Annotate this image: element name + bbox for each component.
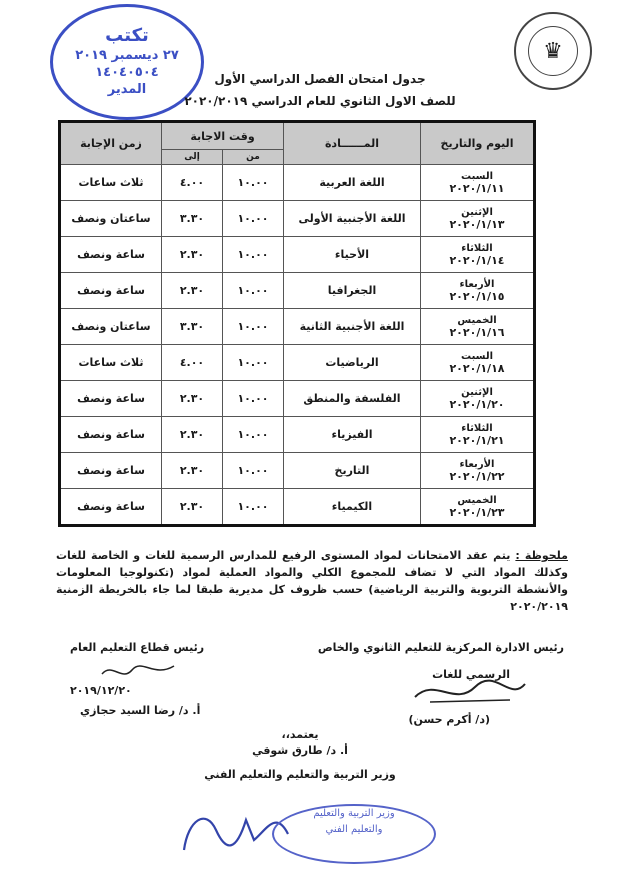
cell-subject: التاريخ bbox=[284, 453, 421, 489]
table-row bbox=[60, 237, 535, 273]
cell-duration: ساعة ونصف bbox=[60, 417, 162, 453]
left-signature-icon bbox=[98, 660, 178, 684]
cell-from: ١٠.٠٠ bbox=[223, 417, 284, 453]
cell-date bbox=[421, 309, 535, 345]
cell-subject: الفلسفة والمنطق bbox=[284, 381, 421, 417]
cell-day: الأربعاء bbox=[459, 278, 495, 290]
cell-day: الثلاثاء bbox=[461, 422, 493, 434]
cell-from: ١٠.٠٠ bbox=[223, 273, 284, 309]
cell-day: السبت bbox=[460, 170, 494, 182]
cell-date-value: ٢٠٢٠/١/١١ bbox=[449, 181, 505, 195]
cell-date-value: ٢٠٢٠/١/١٤ bbox=[449, 253, 505, 267]
table-row bbox=[60, 453, 535, 489]
cell-subject: اللغة الأجنبية الثانية bbox=[284, 309, 421, 345]
bottom-stamp-line1: وزير التربية والتعليم bbox=[313, 808, 395, 819]
cell-date bbox=[421, 417, 535, 453]
ministry-stamp bbox=[272, 804, 436, 864]
cell-from: ١٠.٠٠ bbox=[223, 201, 284, 237]
cell-to: ٣.٣٠ bbox=[162, 201, 223, 237]
exam-schedule-table bbox=[58, 120, 536, 527]
cell-subject: اللغة الأجنبية الأولى bbox=[284, 201, 421, 237]
cell-duration: ثلاث ساعات bbox=[60, 345, 162, 381]
cell-date bbox=[421, 453, 535, 489]
cell-subject: الفيزياء bbox=[284, 417, 421, 453]
minister-name: أ. د/ طارق شوقي bbox=[252, 744, 348, 757]
cell-date-value: ٢٠٢٠/١/١٦ bbox=[449, 325, 505, 339]
cell-from: ١٠.٠٠ bbox=[223, 453, 284, 489]
table-row bbox=[60, 273, 535, 309]
note-text: يتم عقد الامتحانات لمواد المستوى الرفيع للمدارس الرسمية للغات و الخاصة للغات وكذلك المواد التي لا تضاف للمجموع الكلي والمواد العملية لمواد (تكنولوجيا المعلومات والأنشطة التربوية والتربية الرياضية) حسب ظروف كل مديرية طبقا لما جاء بالخريطة الزمنية ٢٠٢٠/٢٠١٩ bbox=[56, 549, 568, 613]
col-time-header: وقت الاجابة bbox=[162, 122, 284, 150]
cell-date-value: ٢٠٢٠/١/٢٢ bbox=[449, 469, 505, 483]
cell-to: ٢.٣٠ bbox=[162, 237, 223, 273]
cell-to: ٤.٠٠ bbox=[162, 345, 223, 381]
bottom-stamp-line2: والتعليم الفني bbox=[325, 824, 383, 835]
cell-date bbox=[421, 201, 535, 237]
left-signatory-name: أ. د/ رضا السيد حجازي bbox=[80, 704, 201, 717]
cell-duration: ساعتان ونصف bbox=[60, 201, 162, 237]
cell-date bbox=[421, 381, 535, 417]
cell-date-value: ٢٠٢٠/١/٢٠ bbox=[449, 397, 505, 411]
table-row bbox=[60, 489, 535, 526]
cell-from: ١٠.٠٠ bbox=[223, 237, 284, 273]
cell-duration: ثلاث ساعات bbox=[60, 165, 162, 201]
cell-date bbox=[421, 489, 535, 526]
right-signatory-title: رئيس الادارة المركزية للتعليم الثانوي والخاص bbox=[317, 641, 564, 654]
cell-date bbox=[421, 165, 535, 201]
cell-from: ١٠.٠٠ bbox=[223, 165, 284, 201]
cell-day: السبت bbox=[460, 350, 494, 362]
cell-date bbox=[421, 237, 535, 273]
stamp-line2: ٢٧ ديسمبر ٢٠١٩ bbox=[75, 48, 179, 63]
cell-date-value: ٢٠٢٠/١/١٨ bbox=[449, 361, 505, 375]
col-to-header: إلى bbox=[162, 150, 223, 165]
table-row bbox=[60, 345, 535, 381]
cell-duration: ساعة ونصف bbox=[60, 273, 162, 309]
cell-subject: الجغرافيا bbox=[284, 273, 421, 309]
cell-subject: الأحياء bbox=[284, 237, 421, 273]
cell-from: ١٠.٠٠ bbox=[223, 345, 284, 381]
cell-date bbox=[421, 273, 535, 309]
cell-date bbox=[421, 345, 535, 381]
cell-from: ١٠.٠٠ bbox=[223, 309, 284, 345]
cell-to: ٤.٠٠ bbox=[162, 165, 223, 201]
cell-to: ٢.٣٠ bbox=[162, 417, 223, 453]
col-subject-header: المــــــادة bbox=[284, 122, 421, 165]
cell-day: الثلاثاء bbox=[461, 242, 493, 254]
cell-subject: الرياضيات bbox=[284, 345, 421, 381]
cell-date-value: ٢٠٢٠/١/١٥ bbox=[449, 289, 505, 303]
cell-to: ٣.٣٠ bbox=[162, 309, 223, 345]
table-row bbox=[60, 309, 535, 345]
col-from-header: من bbox=[223, 150, 284, 165]
cell-to: ٢.٣٠ bbox=[162, 273, 223, 309]
cell-date-value: ٢٠٢٠/١/٢١ bbox=[449, 433, 505, 447]
left-signature-date: ٢٠١٩/١٢/٢٠ bbox=[70, 684, 132, 697]
cell-day: الإثنين bbox=[461, 206, 493, 218]
table-row bbox=[60, 165, 535, 201]
cell-date-value: ٢٠٢٠/١/٢٣ bbox=[449, 505, 505, 519]
table-row bbox=[60, 417, 535, 453]
right-signature-icon bbox=[410, 672, 530, 712]
cell-day: الإثنين bbox=[461, 386, 493, 398]
page-subtitle: للصف الاول الثانوي للعام الدراسي ٢٠٢٠/٢٠١٩ bbox=[184, 94, 456, 108]
cell-to: ٢.٣٠ bbox=[162, 381, 223, 417]
cell-duration: ساعة ونصف bbox=[60, 237, 162, 273]
note-paragraph bbox=[56, 547, 568, 615]
stamp-line1: تكتب bbox=[105, 25, 149, 46]
right-signatory-sub: الرسمي للغات bbox=[432, 668, 510, 681]
approval-label: يعتمد،، bbox=[281, 728, 319, 741]
right-signatory-name: (د/ أكرم حسن) bbox=[408, 713, 490, 726]
table-row bbox=[60, 381, 535, 417]
cell-from: ١٠.٠٠ bbox=[223, 489, 284, 526]
cell-to: ٢.٣٠ bbox=[162, 489, 223, 526]
col-date-header: اليوم والتاريخ bbox=[421, 122, 535, 165]
stamp-line4: المدير bbox=[107, 82, 147, 97]
cell-day: الخميس bbox=[457, 314, 497, 326]
cell-to: ٢.٣٠ bbox=[162, 453, 223, 489]
cell-day: الأربعاء bbox=[459, 458, 495, 470]
cell-day: الخميس bbox=[457, 494, 497, 506]
cell-from: ١٠.٠٠ bbox=[223, 381, 284, 417]
cell-duration: ساعة ونصف bbox=[60, 489, 162, 526]
col-duration-header: زمن الإجابة bbox=[60, 122, 162, 165]
page-title: جدول امتحان الفصل الدراسي الأول bbox=[214, 72, 426, 86]
cell-subject: الكيمياء bbox=[284, 489, 421, 526]
cell-duration: ساعتان ونصف bbox=[60, 309, 162, 345]
note-label: ملحوظة : bbox=[515, 549, 568, 562]
cell-subject: اللغة العربية bbox=[284, 165, 421, 201]
left-signatory-title: رئيس قطاع التعليم العام bbox=[70, 641, 205, 654]
cell-duration: ساعة ونصف bbox=[60, 453, 162, 489]
cell-duration: ساعة ونصف bbox=[60, 381, 162, 417]
ministry-seal-icon: ♛ bbox=[514, 12, 592, 90]
table-row bbox=[60, 201, 535, 237]
minister-title: وزير التربية والتعليم والتعليم الفني bbox=[204, 768, 396, 781]
cell-date-value: ٢٠٢٠/١/١٣ bbox=[449, 217, 505, 231]
stamp-line3: ١٤٠٤٠٥٠٤ bbox=[95, 65, 159, 80]
